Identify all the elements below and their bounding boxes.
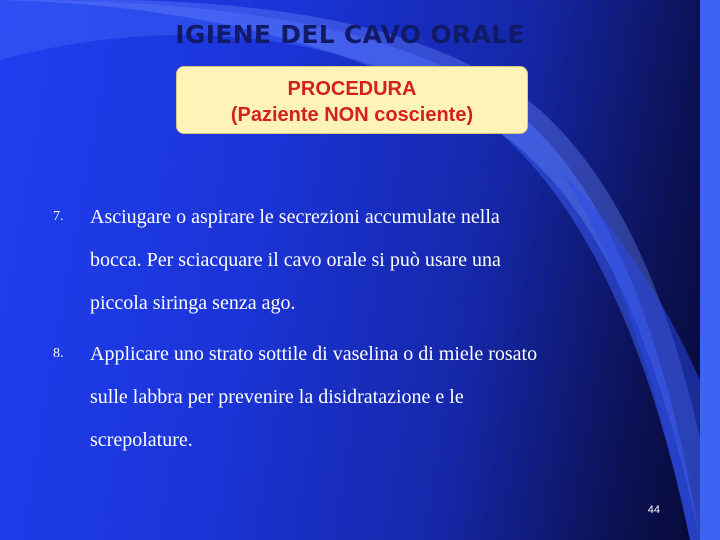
list-item-text bbox=[90, 333, 650, 462]
callout-line-1: PROCEDURA bbox=[287, 78, 417, 100]
list-item-number: 8. bbox=[53, 346, 64, 361]
list-item-line: screpolature. bbox=[90, 429, 193, 451]
page-number: 44 bbox=[647, 504, 660, 516]
list-item-number: 7. bbox=[53, 209, 64, 224]
list-item-line: Asciugare o aspirare le secrezioni accumulate nella bbox=[90, 206, 500, 228]
slide-title: IGIENE DEL CAVO ORALE bbox=[175, 20, 525, 49]
list-item-line: bocca. Per sciacquare il cavo orale si può usare una bbox=[90, 249, 501, 271]
list-item-text bbox=[90, 196, 650, 325]
callout-line-2: (Paziente NON cosciente) bbox=[230, 104, 474, 126]
list-item-line: sulle labbra per prevenire la disidratazione e le bbox=[90, 386, 464, 408]
procedure-callout bbox=[176, 66, 528, 134]
list-item-line: piccola siringa senza ago. bbox=[90, 292, 296, 314]
list-item-line: Applicare uno strato sottile di vaselina o di miele rosato bbox=[90, 343, 538, 365]
